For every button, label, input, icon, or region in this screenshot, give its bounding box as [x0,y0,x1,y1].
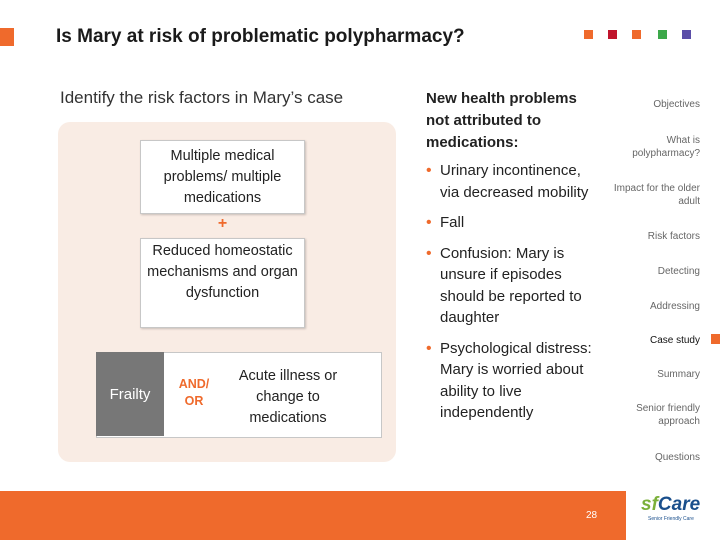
health-problems-heading: New health problems not attributed to medications: [426,90,577,151]
sfcare-logo: sfCare [641,494,701,515]
color-square [632,30,641,39]
color-square [658,30,667,39]
section-marker [0,28,14,46]
nav-item-addressing[interactable]: Addressing [649,301,700,312]
list-item: • Psychological distress: Mary is worried about ability to live independently [426,338,596,424]
risk-box-text: Multiple medical problems/ multiple medications [163,148,282,206]
nav-item-detecting[interactable]: Detecting [657,266,700,277]
nav-item-summary[interactable]: Summary [657,369,700,380]
list-item: • Fall [426,212,596,234]
risk-box-medical-problems [140,140,305,214]
nav-item-impact[interactable]: Impact for the older adult [613,183,700,207]
risk-box-reduced-homeostasis [140,238,305,328]
footer-bar [0,491,720,540]
page-number: 28 [586,510,598,521]
health-problems-list [426,88,596,433]
page-title: Is Mary at risk of problematic polypharmacy? [56,26,465,47]
nav-item-questions[interactable]: Questions [654,452,700,463]
list-item: • Urinary incontinence, via decreased mobility [426,160,596,203]
frailty-label: Frailty [96,352,164,436]
logo-subtitle: Senior Friendly Care [648,516,694,522]
color-square [608,30,617,39]
active-nav-marker [711,334,720,344]
nav-item-senior-friendly[interactable]: Senior friendly approach [636,403,700,427]
nav-item-risk-factors[interactable]: Risk factors [647,231,700,242]
nav-item-case-study[interactable]: Case study [649,335,700,346]
and-or-label: AND/ OR [178,377,210,408]
plus-sign: + [217,215,228,232]
color-square [682,30,691,39]
list-item: • Confusion: Mary is unsure if episodes should be reported to daughter [426,243,596,329]
nav-item-objectives[interactable]: Objectives [653,99,700,110]
risk-box-text: Reduced homeostatic mechanisms and organ dysfunction [147,243,298,301]
nav-item-what-is-polypharmacy[interactable]: What is polypharmacy? [632,135,700,159]
acute-illness-label: Acute illness or change to medications [238,368,338,426]
color-square [584,30,593,39]
subtitle: Identify the risk factors in Mary’s case [60,88,344,107]
